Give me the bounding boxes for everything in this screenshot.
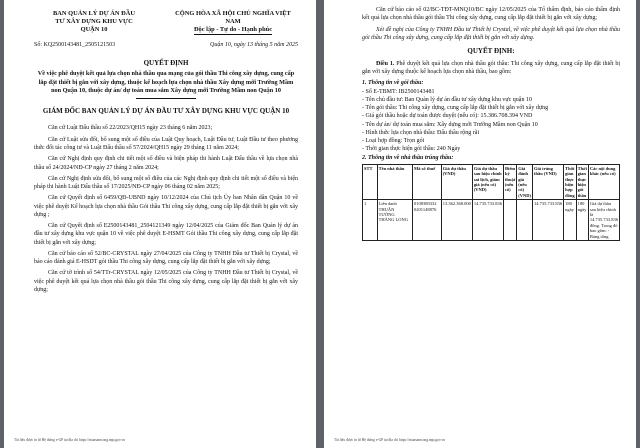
cell: 0108380332 0201148876 [413, 200, 442, 241]
info-line: - Giá gói thầu hoặc dự toán được duyệt (nếu có): 15.386.708.394 VND [362, 113, 533, 120]
national-motto: Độc lập - Tự do - Hạnh phúc [193, 26, 273, 33]
col-header: Giá đánh giá (nếu có) (VND) [518, 165, 531, 198]
info-line: - Số E-TBMT: IB2500143481 [362, 88, 435, 95]
page-footer: Tài liệu được in từ Hệ thống e-GP tại địa chỉ https://muasamcong.mpi.gov.vn [14, 438, 126, 442]
col-header: Giá dự thầu sau hiệu chỉnh sai lệch, giảm giá (nếu có) (VND) [472, 164, 503, 199]
document-page-1 [4, 0, 316, 448]
cell: 180 ngày [564, 200, 577, 241]
paragraph: Căn cứ Luật sửa đổi, bổ sung một số điều của Luật Quy hoạch, Luật Đầu tư, Luật Đầu tư theo phương thức đối tác công tư và Luật Đấu thầu số 57/2024/QH15 ngày 29 tháng 11 năm 2024; [34, 136, 298, 151]
col-header: Thời gian thực hiện hợp đồng [565, 165, 575, 198]
paragraph: Căn cứ tờ trình số 54/TTr-CRYSTAL ngày 12/05/2025 của Công ty TNHH Đầu tư Thiết bị Crystal, về việc phê duyệt kết quả lựa chọn nhà thầu gói thầu Thi công xây dựng, cung cấp lắp đặt thiết bị gắn với xây dựng; [34, 270, 298, 293]
paragraph: Căn cứ Luật Đấu thầu số 22/2023/QH15 ngày 23 tháng 6 năm 2023; [48, 125, 213, 132]
divider [136, 98, 196, 99]
col-header: Giá dự thầu (VND) [441, 164, 472, 199]
col-header: Mã số thuế [413, 164, 442, 199]
article-label: Điều 1. [376, 60, 395, 67]
page2-body [362, 6, 620, 241]
info-line: - Hình thức lựa chọn nhà thầu: Đấu thầu rộng rãi [362, 129, 480, 136]
document-header [34, 10, 298, 35]
cell [503, 200, 516, 241]
decision-heading: QUYẾT ĐỊNH: [467, 47, 515, 56]
national-name: CỘNG HÒA XÃ HỘI CHỦ NGHĨA VIỆT NAM [175, 10, 291, 25]
info-line: - Tên dự án/ dự toán mua sắm: Xây dựng mới Trường Mầm non Quận 10 [362, 121, 538, 128]
info-line: - Tên gói thầu: Thi công xây dựng, cung cấp lắp đặt thiết bị gắn với xây dựng [362, 105, 549, 112]
doc-number: Số: KQ2500143481_2505121503 [34, 42, 116, 48]
paragraph: Căn cứ Quyết định số E2500143481_2504121349 ngày 12/04/2025 của Giám đốc Ban Quản lý dự án đầu tư xây dựng khu vực quận 10 về việc phê duyệt E-HSMT Gói thầu Thi công xây dựng, cung cấp lắp đặt thiết bị gắn với xây dựng; [34, 223, 298, 246]
col-header: Thời gian thực hiện gói thầu [577, 165, 587, 198]
cell: 14.735.733.836 [472, 200, 503, 241]
col-header: Điểm kỹ thuật (nếu có) [503, 164, 516, 199]
page-footer: Tài liệu được in từ Hệ thống e-GP tại địa chỉ https://muasamcong.mpi.gov.vn [334, 438, 446, 442]
col-header: Các nội dung khác (nếu có) [588, 164, 619, 199]
cell: 13.362.368.000 [441, 200, 472, 241]
cell: 14.735.733.836 [532, 200, 563, 241]
decision-subject: Về việc phê duyệt kết quả lựa chọn nhà thầu qua mạng của gói thầu Thi công xây dựng, cung cấp lắp đặt thiết bị gắn với xây dựng, thuộc kế hoạch lựa chọn nhà thầu Xây dựng mới Trường Mầm non Quận 10, thuộc dự án/ dự toán mua sắm Xây dựng mới Trường Mầm non Quận 10 [37, 70, 295, 94]
director-title: GIÁM ĐỐC BAN QUẢN LÝ DỰ ÁN ĐẦU TƯ XÂY DỰNG KHU VỰC QUẬN 10 [42, 107, 290, 116]
paragraph: Căn cứ báo cáo số 02/BC-TĐT-MNQ10/BC ngày 12/05/2025 của Tổ thẩm định, báo cáo thẩm định kết quả lựa chọn nhà thầu gói thầu Thi công xây dựng, cung cấp lắp đặt thiết bị gắn với xây dựng; [362, 7, 620, 22]
national-title [168, 10, 298, 35]
table-row [363, 200, 620, 241]
article-text: Phê duyệt kết quả lựa chọn nhà thầu gói thầu: Thi công xây dựng, cung cấp lắp đặt thiết bị gắn với xây dựng thuộc kế hoạch lựa chọn nhà thầu, bao gồm: [362, 60, 620, 75]
paragraph: Căn cứ Nghị định sửa đổi, bổ sung một số điều của các Nghị định quy định chi tiết một số điều và biện pháp thi hành Luật Đấu thầu số 17/2025/NĐ-CP ngày 06 tháng 02 năm 2025; [34, 175, 298, 191]
paragraph: Căn cứ Nghị định quy định chi tiết một số điều và biện pháp thi hành Luật Đấu thầu về lựa chọn nhà thầu số 24/2024/NĐ-CP ngày 27 tháng 2 năm 2024; [34, 156, 298, 171]
paragraph: Xét đề nghị của Công ty TNHH Đầu tư Thiết bị Crystal, về việc phê duyệt kết quả lựa chọn nhà thầu gói thầu Thi công xây dựng, cung cấp lắp đặt thiết bị gắn với xây dựng. [362, 26, 620, 41]
col-header: Tên nhà thầu [377, 164, 412, 199]
agency-line-1: BAN QUẢN LÝ DỰ ÁN ĐẦU [53, 10, 135, 17]
info-line: - Tên chủ đầu tư: Ban Quản lý dự án đầu tư xây dựng khu vực quận 10 [362, 96, 532, 103]
decision-title: QUYẾT ĐỊNH [143, 59, 189, 68]
paragraph: Căn cứ báo cáo số 52/BC-CRYSTAL ngày 27/04/2025 của Công ty TNHH Đầu tư Thiết bị Crystal, về báo cáo đánh giá E-HSDT gói thầu Thi công xây dựng, cung cấp lắp đặt thiết bị gắn với xây dựng; [34, 250, 298, 266]
col-header: STT [363, 164, 378, 199]
number-date-row [34, 41, 298, 49]
paragraph: Căn cứ Quyết định số 6459/QĐ-UBND ngày 10/12/2024 của Chủ tịch Ủy ban Nhân dân Quận 10 về việc phê duyệt Kế hoạch lựa chọn nhà thầu Gói thầu Thi công xây dựng, cung cấp lắp đặt thiết bị gắn với xây dựng ; [34, 195, 298, 218]
cell: Liên danh THUẬN TƯỜNG THĂNG LONG [377, 200, 412, 241]
section-title: 2. Thông tin về nhà thầu trúng thầu: [362, 154, 454, 161]
agency-line-3: QUẬN 10 [80, 26, 108, 33]
cell: Giá dự thầu sau hiệu chỉnh là 14.735.733.836 đồng. Trong đó bao gồm: - Bảng tổng [589, 201, 618, 239]
info-line: - Loại hợp đồng: Trọn gói [362, 138, 425, 145]
cell [517, 200, 533, 241]
table-header-row [363, 164, 620, 199]
winning-bidder-table [362, 164, 620, 241]
info-line: - Thời gian thực hiện gói thầu: 240 Ngày [362, 146, 461, 153]
agency-name [34, 10, 154, 35]
cell: 1 [363, 200, 378, 241]
package-info [362, 88, 620, 154]
cell: 180 ngày [576, 200, 588, 241]
agency-line-2: TƯ XÂY DỰNG KHU VỰC [55, 18, 133, 25]
col-header: Giá trúng thầu (VND) [532, 164, 563, 199]
legal-basis [34, 124, 298, 294]
section-title: 1. Thông tin về gói thầu: [362, 80, 424, 87]
document-page-2 [324, 0, 636, 448]
article-1 [362, 60, 620, 77]
doc-date: Quận 10, ngày 13 tháng 5 năm 2025 [210, 42, 298, 48]
